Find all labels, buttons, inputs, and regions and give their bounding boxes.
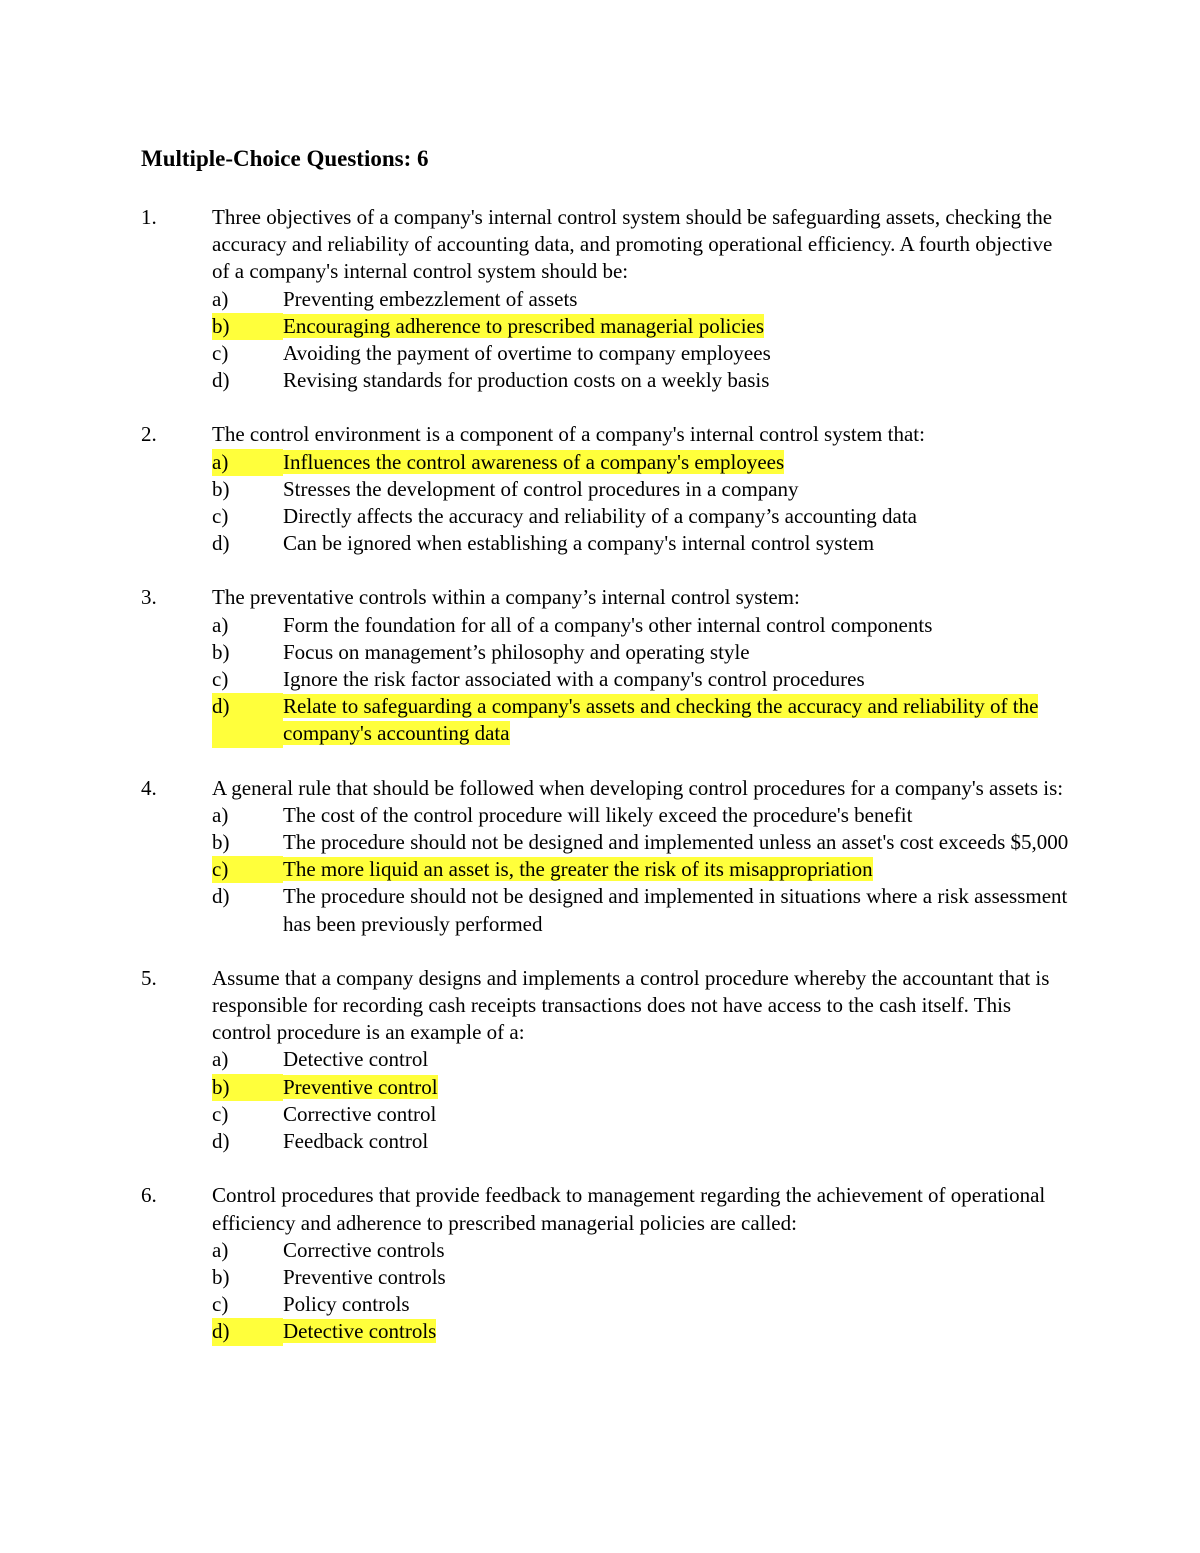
option-text-cell [283,1046,1071,1073]
answer-option-highlighted [141,1074,1071,1101]
option-text-cell [283,476,1071,503]
option-letter-cell [212,476,283,503]
option-letter: b) [212,1074,283,1101]
answer-option-highlighted [141,856,1071,883]
answer-option-highlighted [141,313,1071,340]
option-letter-cell [212,313,283,340]
question-row [141,584,1071,611]
question-row [141,775,1071,802]
option-letter-cell [212,856,283,883]
answer-option-highlighted [141,1318,1071,1345]
question-list [141,204,1071,1373]
answer-option [141,1046,1071,1073]
option-text-cell [283,829,1071,856]
option-letter-cell [212,802,283,829]
question-number: 1. [141,205,157,229]
answer-option [141,367,1071,394]
question-5 [141,965,1071,1155]
answer-option [141,530,1071,557]
option-text-cell [283,1128,1071,1155]
option-text-cell [283,639,1071,666]
answer-option-highlighted [141,693,1071,747]
question-number: 4. [141,775,157,800]
answer-option [141,286,1071,313]
question-stem: A general rule that should be followed when developing control procedures for a company's assets is: [212,775,1064,800]
answer-option [141,476,1071,503]
answer-option [141,1264,1071,1291]
question-row [141,965,1071,1047]
option-letter-cell [212,503,283,530]
answer-option [141,883,1071,937]
option-letter-cell [212,1318,283,1345]
option-letter: b) [212,1264,230,1289]
option-text: Detective controls [283,1319,437,1344]
option-letter-cell [212,1264,283,1291]
option-text: Corrective controls [283,1237,445,1262]
answer-option [141,802,1071,829]
option-letter-cell [212,1074,283,1101]
question-stem: The preventative controls within a company’s internal control system: [212,585,800,610]
question-number: 6. [141,1183,157,1208]
question-2 [141,421,1071,557]
option-letter-cell [212,1291,283,1318]
option-letter: d) [212,693,283,720]
question-number: 2. [141,422,157,447]
option-letter: d) [212,531,230,556]
option-text: Avoiding the payment of overtime to company employees [283,341,771,366]
option-letter: a) [212,449,283,476]
option-letter: a) [212,802,229,827]
option-letter: c) [212,667,229,692]
option-text: Stresses the development of control procedures in a company [283,476,799,501]
option-text-cell [283,367,1071,394]
option-letter-cell [212,367,283,394]
option-letter-cell [212,1046,283,1073]
option-text: The procedure should not be designed and implemented unless an asset's cost exceeds $5,000 [283,830,1069,855]
question-1 [141,204,1071,394]
option-text-cell [283,449,1071,476]
page-title: Multiple-Choice Questions: 6 [141,146,429,171]
option-text-cell [283,693,1071,747]
option-text: The cost of the control procedure will likely exceed the procedure's benefit [283,802,913,827]
answer-option [141,340,1071,367]
option-letter-cell [212,1237,283,1264]
option-text: The more liquid an asset is, the greater the risk of its misappropriation [283,857,873,882]
answer-option [141,666,1071,693]
option-letter: b) [212,639,230,664]
option-text-cell [283,503,1071,530]
answer-option [141,612,1071,639]
answer-option [141,503,1071,530]
option-letter-cell [212,612,283,639]
question-stem: Three objectives of a company's internal control system should be safeguarding assets, checking the accuracy and reliability of accounting data, and promoting operational efficiency. A fourth objective of a company's internal control system should be: [212,205,1053,284]
option-letter-cell [212,666,283,693]
option-text-cell [283,802,1071,829]
option-text-cell [283,340,1071,367]
option-text-cell [283,1237,1071,1264]
option-text: Influences the control awareness of a company's employees [283,449,785,474]
option-letter: b) [212,830,230,855]
option-text: Preventing embezzlement of assets [283,286,578,311]
option-letter-cell [212,639,283,666]
option-letter-cell [212,883,283,937]
answer-option [141,1237,1071,1264]
option-letter: c) [212,504,229,529]
option-text-cell [283,286,1071,313]
answer-option [141,829,1071,856]
question-stem: Assume that a company designs and implements a control procedure whereby the accountant that is responsible for recording cash receipts transactions does not have access to the cash itself. This control procedure is an example of a: [212,965,1050,1045]
option-letter-cell [212,530,283,557]
option-letter-cell [212,693,283,747]
option-text-cell [283,1074,1071,1101]
option-text: Form the foundation for all of a company's other internal control components [283,612,933,637]
option-letter: a) [212,1237,229,1262]
option-text: Focus on management’s philosophy and operating style [283,639,750,664]
question-row [141,421,1071,448]
option-letter: d) [212,368,230,393]
option-letter: a) [212,1047,229,1072]
option-letter: a) [212,612,229,637]
question-row [141,204,1071,286]
option-letter-cell [212,286,283,313]
question-row [141,1182,1071,1236]
option-text-cell [283,666,1071,693]
option-text-cell [283,1264,1071,1291]
answer-option [141,639,1071,666]
option-letter-cell [212,340,283,367]
option-text: Detective control [283,1047,429,1072]
option-text: Preventive controls [283,1264,446,1289]
option-letter: c) [212,1292,229,1317]
option-text: The procedure should not be designed and implemented in situations where a risk assessment has been previously performed [283,884,1068,936]
option-text-cell [283,1291,1071,1318]
question-4 [141,775,1071,938]
option-text: Preventive control [283,1074,438,1099]
option-text-cell [283,1318,1071,1345]
option-text: Feedback control [283,1129,429,1154]
answer-option [141,1101,1071,1128]
option-letter-cell [212,449,283,476]
option-letter: c) [212,1101,229,1126]
option-letter-cell [212,1101,283,1128]
option-letter: d) [212,884,230,909]
option-text: Relate to safeguarding a company's assets and checking the accuracy and reliability of the company's accounting data [283,694,1039,746]
option-letter: c) [212,856,283,883]
answer-option [141,1291,1071,1318]
answer-option [141,1128,1071,1155]
question-stem: Control procedures that provide feedback to management regarding the achievement of operational efficiency and adherence to prescribed managerial policies are called: [212,1183,1046,1235]
question-stem: The control environment is a component of a company's internal control system that: [212,422,925,447]
option-text-cell [283,530,1071,557]
question-3 [141,584,1071,747]
option-letter: b) [212,313,283,340]
option-text: Corrective control [283,1101,437,1126]
option-letter: c) [212,341,229,366]
option-text-cell [283,1101,1071,1128]
question-number: 3. [141,585,157,610]
option-letter-cell [212,1128,283,1155]
option-text-cell [283,883,1071,937]
option-text: Can be ignored when establishing a company's internal control system [283,531,875,556]
option-text: Directly affects the accuracy and reliability of a company’s accounting data [283,504,917,529]
option-letter: b) [212,476,230,501]
option-letter: d) [212,1318,283,1345]
option-text: Encouraging adherence to prescribed managerial policies [283,313,765,338]
option-letter: a) [212,286,229,311]
option-text-cell [283,856,1071,883]
question-number: 5. [141,965,157,990]
answer-option-highlighted [141,449,1071,476]
option-text: Policy controls [283,1292,410,1317]
option-text: Revising standards for production costs on a weekly basis [283,368,770,393]
question-6 [141,1182,1071,1345]
option-letter: d) [212,1129,230,1154]
option-text: Ignore the risk factor associated with a company's control procedures [283,667,865,692]
option-text-cell [283,313,1071,340]
option-text-cell [283,612,1071,639]
option-letter-cell [212,829,283,856]
